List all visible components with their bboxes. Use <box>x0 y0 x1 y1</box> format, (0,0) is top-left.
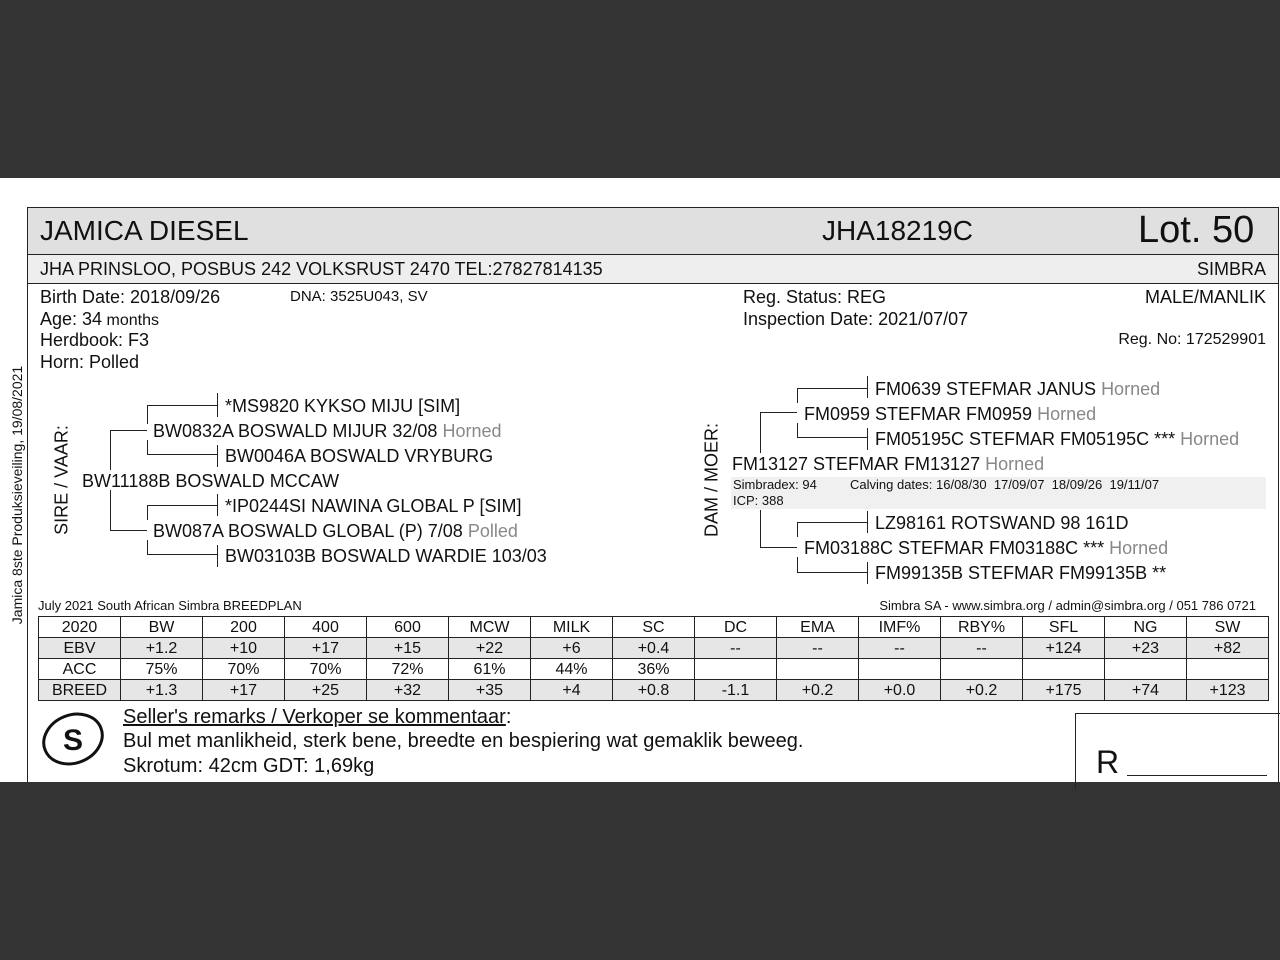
pedigree-line <box>867 562 868 584</box>
remarks-colon: : <box>505 706 512 728</box>
breedplan-table-body <box>39 617 1269 701</box>
pedigree-line <box>760 547 797 548</box>
table-cell: IMF% <box>859 617 941 638</box>
table-cell: 36% <box>613 659 695 680</box>
sire-dam-sire: *IP0244SI NAWINA GLOBAL P [SIM] <box>225 496 522 516</box>
dam-label: DAM / MOER: <box>701 422 722 538</box>
table-cell: +1.3 <box>121 680 203 701</box>
table-cell: SC <box>613 617 695 638</box>
table-cell: ACC <box>39 659 121 680</box>
pedigree-line <box>217 545 218 567</box>
dam-dam-horn: Horned <box>1109 538 1169 558</box>
table-cell: BREED <box>39 680 121 701</box>
pedigree-line <box>110 530 147 531</box>
table-cell: +6 <box>531 638 613 659</box>
birth-date: Birth Date: 2018/09/26 <box>40 287 221 307</box>
owner-line: JHA PRINSLOO, POSBUS 242 VOLKSRUST 2470 TEL:27827814135 <box>40 259 603 279</box>
table-cell: EBV <box>39 638 121 659</box>
table-cell: SFL <box>1023 617 1105 638</box>
table-row <box>39 659 1269 680</box>
sire-dam-name: BW087A BOSWALD GLOBAL (P) 7/08 <box>153 521 463 541</box>
table-cell: 75% <box>121 659 203 680</box>
table-cell: +74 <box>1105 680 1187 701</box>
dam-sire-sire-name: FM0639 STEFMAR JANUS <box>875 379 1097 399</box>
sire-sire-name: BW0832A BOSWALD MIJUR 32/08 <box>153 421 438 441</box>
pedigree-line <box>760 510 761 547</box>
sire-sire-dam: BW0046A BOSWALD VRYBURG <box>225 446 494 466</box>
pedigree-line <box>147 405 148 424</box>
age-value: 34 <box>82 309 103 329</box>
table-cell: +25 <box>285 680 367 701</box>
pedigree-line <box>147 505 217 506</box>
dam-dam-name: FM03188C STEFMAR FM03188C *** <box>804 538 1105 558</box>
pedigree-line <box>797 557 798 572</box>
table-cell: 70% <box>203 659 285 680</box>
table-row <box>39 680 1269 701</box>
age-unit: months <box>102 312 159 329</box>
animal-code: JHA18219C <box>822 215 973 246</box>
dam-dam-dam: FM99135B STEFMAR FM99135B ** <box>875 563 1167 583</box>
table-cell: MILK <box>531 617 613 638</box>
table-cell: +124 <box>1023 638 1105 659</box>
table-cell: -- <box>859 638 941 659</box>
table-row <box>39 638 1269 659</box>
table-cell: RBY% <box>941 617 1023 638</box>
animal-name: JAMICA DIESEL <box>40 215 249 246</box>
sire-sire <box>153 421 502 442</box>
inspection-date: Inspection Date: 2021/07/07 <box>743 309 969 329</box>
dam-sire <box>804 404 1096 425</box>
table-cell <box>777 659 859 680</box>
side-note: Jamica 8ste Produksieveiling, 19/08/2021 <box>9 365 25 625</box>
table-cell: 2020 <box>39 617 121 638</box>
dam-horn: Horned <box>985 454 1045 474</box>
table-cell: +0.2 <box>941 680 1023 701</box>
pedigree-line <box>147 554 217 555</box>
table-cell: 44% <box>531 659 613 680</box>
table-cell <box>941 659 1023 680</box>
remarks-line-2: Skrotum: 42cm GDT: 1,69kg <box>123 755 375 777</box>
reg-status: Reg. Status: REG <box>743 287 887 307</box>
pedigree-line <box>797 437 867 438</box>
pedigree-line <box>867 511 868 533</box>
dam-dam-sire: LZ98161 ROTSWAND 98 161D <box>875 513 1129 533</box>
pedigree-line <box>797 388 867 389</box>
table-header-row <box>39 617 1269 638</box>
pedigree-line <box>147 505 148 520</box>
remarks-title: Seller's remarks / Verkoper se kommentaar <box>123 706 506 728</box>
dam-sire-sire-horn: Horned <box>1101 379 1161 399</box>
table-cell: -- <box>777 638 859 659</box>
sire-sire-sire: *MS9820 KYKSO MIJU [SIM] <box>225 396 461 416</box>
dam-sire-dam <box>875 429 1239 450</box>
table-cell: +0.8 <box>613 680 695 701</box>
table-cell: +10 <box>203 638 285 659</box>
table-cell: 600 <box>367 617 449 638</box>
table-cell: 72% <box>367 659 449 680</box>
table-cell <box>1105 659 1187 680</box>
sire: BW11188B BOSWALD MCCAW <box>82 471 340 491</box>
pedigree-line <box>797 388 798 403</box>
price-box <box>1075 713 1280 789</box>
pedigree-line <box>147 454 217 455</box>
table-cell: -1.1 <box>695 680 777 701</box>
price-prefix: R <box>1096 744 1120 780</box>
pedigree-line <box>147 405 217 406</box>
table-cell <box>859 659 941 680</box>
table-cell: +32 <box>367 680 449 701</box>
table-cell: NG <box>1105 617 1187 638</box>
table-cell: +23 <box>1105 638 1187 659</box>
breedplan-contact: Simbra SA - www.simbra.org / admin@simbra.org / 051 786 0721 <box>879 598 1256 613</box>
pedigree-line <box>110 490 111 530</box>
sex: MALE/MANLIK <box>1144 287 1266 307</box>
table-cell <box>695 659 777 680</box>
sire-label: SIRE / VAAR: <box>51 425 72 535</box>
dna: DNA: 3525U043, SV <box>290 288 428 305</box>
sire-dam <box>153 521 518 542</box>
table-cell: +0.2 <box>777 680 859 701</box>
lot-number: Lot. 50 <box>1138 209 1255 251</box>
table-cell: +0.4 <box>613 638 695 659</box>
pedigree-line <box>760 412 761 453</box>
pedigree-line <box>217 445 218 467</box>
table-cell: -- <box>941 638 1023 659</box>
age-label: Age: <box>40 309 83 329</box>
pedigree-line <box>217 393 218 417</box>
pedigree-line <box>797 522 867 523</box>
pedigree-line <box>147 540 148 554</box>
table-cell: +17 <box>203 680 285 701</box>
header-bar <box>28 208 1278 255</box>
table-cell: +0.0 <box>859 680 941 701</box>
breedplan-title: July 2021 South African Simbra BREEDPLAN <box>38 598 302 613</box>
table-cell: +175 <box>1023 680 1105 701</box>
table-cell <box>1023 659 1105 680</box>
logo-letter: S <box>62 724 84 757</box>
pedigree-line <box>217 494 218 516</box>
sire-dam-horn: Polled <box>467 521 518 541</box>
table-cell: +1.2 <box>121 638 203 659</box>
table-cell: +123 <box>1187 680 1269 701</box>
table-cell: +17 <box>285 638 367 659</box>
pedigree-line <box>797 423 798 437</box>
breed: SIMBRA <box>1196 259 1266 279</box>
table-cell: EMA <box>777 617 859 638</box>
pedigree-line <box>867 428 868 450</box>
breedplan-table <box>38 616 1269 701</box>
table-cell: 70% <box>285 659 367 680</box>
price-input-line[interactable] <box>1127 775 1267 776</box>
age <box>40 309 159 330</box>
table-cell: +15 <box>367 638 449 659</box>
sire-dam-dam: BW03103B BOSWALD WARDIE 103/03 <box>225 546 547 566</box>
pedigree-line <box>867 376 868 398</box>
dam-dam <box>804 538 1168 559</box>
table-cell: +22 <box>449 638 531 659</box>
dam-name: FM13127 STEFMAR FM13127 <box>732 454 981 474</box>
dam-sire-horn: Horned <box>1037 404 1097 424</box>
table-cell: 200 <box>203 617 285 638</box>
table-cell: SW <box>1187 617 1269 638</box>
icp: ICP: 388 <box>733 493 784 508</box>
table-cell: +82 <box>1187 638 1269 659</box>
table-cell: BW <box>121 617 203 638</box>
reg-number: Reg. No: 172529901 <box>1118 331 1266 348</box>
owner-bar <box>28 255 1278 284</box>
remarks-heading <box>123 706 511 729</box>
table-cell: +4 <box>531 680 613 701</box>
table-cell: +35 <box>449 680 531 701</box>
calving-dates: Calving dates: 16/08/30 17/09/07 18/09/26 19/11/07 <box>850 477 1160 492</box>
simbra-logo-icon <box>38 708 110 770</box>
dam-sire-sire <box>875 379 1160 400</box>
simbradex: Simbradex: 94 <box>733 477 817 492</box>
table-cell: DC <box>695 617 777 638</box>
dam-sire-dam-horn: Horned <box>1180 429 1240 449</box>
remarks-line-1: Bul met manlikheid, sterk bene, breedte en bespiering wat gemaklik beweeg. <box>123 730 804 752</box>
pedigree-line <box>797 522 798 537</box>
pedigree-line <box>110 430 147 431</box>
dam <box>732 454 1044 475</box>
horn-status: Horn: Polled <box>40 352 140 372</box>
dam-sire-name: FM0959 STEFMAR FM0959 <box>804 404 1033 424</box>
sire-sire-horn: Horned <box>442 421 502 441</box>
pedigree-line <box>147 440 148 454</box>
table-cell: MCW <box>449 617 531 638</box>
pedigree-line <box>110 430 111 470</box>
dam-sire-dam-name: FM05195C STEFMAR FM05195C *** <box>875 429 1176 449</box>
pedigree-line <box>760 412 797 413</box>
table-cell <box>1187 659 1269 680</box>
table-cell: 61% <box>449 659 531 680</box>
pedigree-line <box>797 572 867 573</box>
table-cell: 400 <box>285 617 367 638</box>
table-cell: -- <box>695 638 777 659</box>
herdbook: Herdbook: F3 <box>40 330 150 350</box>
